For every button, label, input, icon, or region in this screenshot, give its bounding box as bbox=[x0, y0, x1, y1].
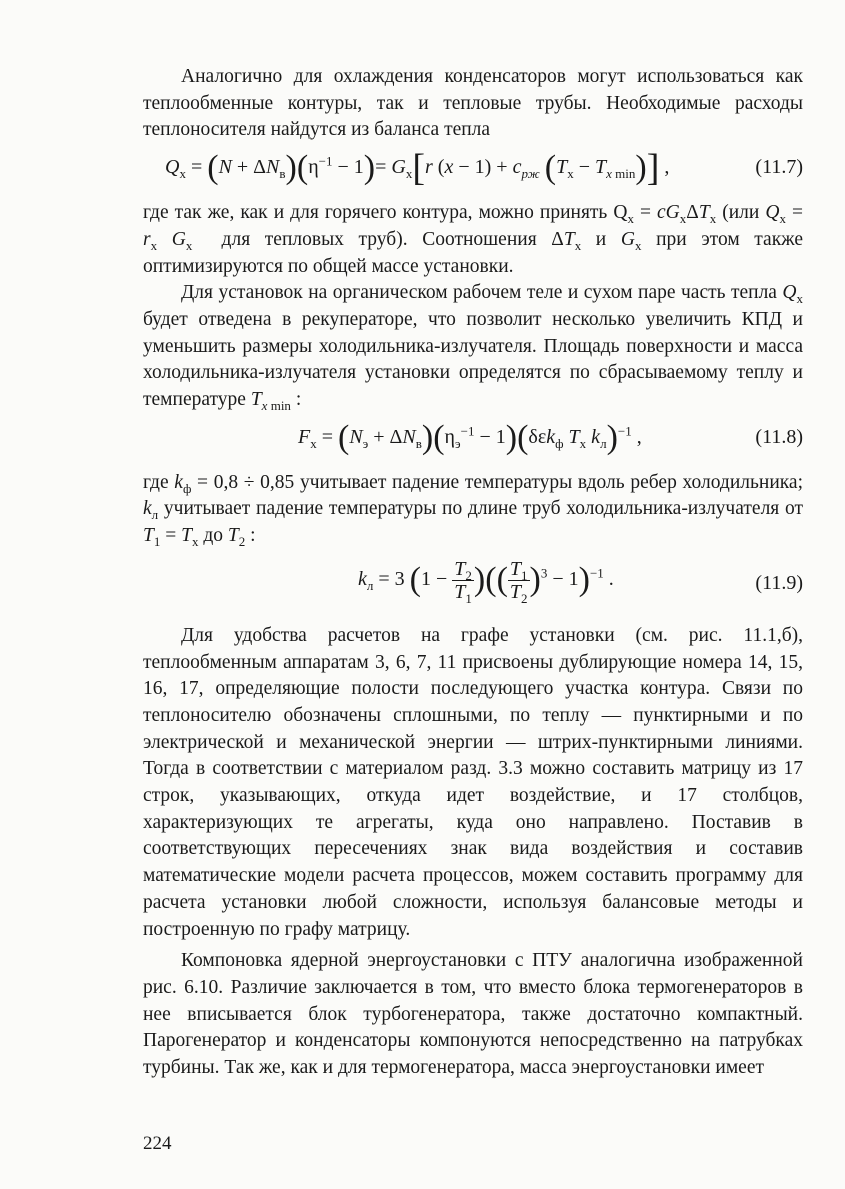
paragraph-6: Компоновка ядерной энергоустановки с ПТУ аналогична изображенной рис. 6.10. Различие заключается в том, что вместо блока термогенераторов в нее вписывается блок турбогенератора, также достаточно компактный. Парогенератор и конденсаторы компонуются непосредственно на патрубках турбины. Так же, как и для термогенератора, масса энергоустановки имеет bbox=[143, 950, 803, 1079]
equation-number: (11.9) bbox=[755, 571, 803, 594]
paragraph-5: Для удобства расчетов на графе установки (см. рис. 11.1,б), теплообменным аппаратам 3, 6, 7, 11 присвоены дублирующие номера 14, 15, 16, 17, определяющие полости последующего участка контура. Связи по теплоносителю обозначены сплошными, по теплу — пунктирными и по электрической и механической энергии — штрих-пунктирными линиями. Тогда в соответствии с материалом разд. 3.3 можно составить матрицу из 17 строк, указывающих, откуда идет воздействие, и 17 столбцов, характеризующих те агрегаты, куда оно направлено. Поставив в соответствующих пересечениях знак вида воздействия и составив математические модели расчета процессов, можем составить программу для расчета установки любой сложности, используя балансовые методы и построенную по графу матрицу. bbox=[143, 624, 803, 940]
page-number: 224 bbox=[143, 1133, 172, 1154]
equation-number: (11.8) bbox=[755, 425, 803, 448]
equation-number: (11.7) bbox=[755, 156, 803, 179]
paragraph-2: где так же, как и для горячего контура, можно принять $Q_x = cG_x\Delta T_x$ (или $Q_x = r_x$ $G_x$ для тепловых труб). Соотношения $\Delta T_x$ и $G_x$ при этом также оптимизируются по общей массе установки. bbox=[143, 202, 804, 277]
equation-11-7-formula: $Q_x = (N + \Delta N_в)(\eta^{-1} - 1)= G_x[r$ $(x - 1) + c_{рж}$ ($T_x - T_x$ $_{min}$)] , bbox=[165, 147, 670, 190]
equation-11-8 bbox=[143, 416, 803, 468]
paragraph-1: Аналогично для охлаждения конденсаторов могут использоваться как теплообменные контуры, так и тепловые трубы. Необходимые расходы теплоносителя найдутся из баланса тепла bbox=[143, 66, 803, 141]
equation-11-8-formula: $F_x = (N_э + \Delta N_в)(\eta_э^{-1} - 1)(\delta\varepsilon k_ф$ $T_x$ $k_л)^{-1}$ , bbox=[298, 418, 642, 456]
equation-11-9-formula: $k_л = 3$ (1 − $\frac{T_2}{T_1}$ )(( $\frac{T_1}{T_2}$ )$^3$ − 1)$^{-1}$ . bbox=[358, 557, 614, 606]
paragraph-3: Для установок на органическом рабочем теле и сухом паре часть тепла $Q_x$ будет отведена в рекуператоре, что позволит несколько увеличить КПД и уменьшить размеры холодильника-излучателя. Площадь поверхности и масса холодильника-излучателя установки определятся по сбрасываемому теплу и температуре $T_x$ $_{min}$ : bbox=[143, 282, 804, 413]
equation-11-9 bbox=[143, 552, 803, 618]
page-body bbox=[143, 64, 803, 1082]
equation-11-7 bbox=[143, 146, 803, 198]
paragraph-4: где $k_ф = 0,8 \div 0,85$ учитывает падение температуры вдоль ребер холодильника; $k_л$ учитывает падение температуры по длине труб холодильника-излучателя от $T_1 = T_x$ до $T_2$ : bbox=[143, 471, 804, 550]
